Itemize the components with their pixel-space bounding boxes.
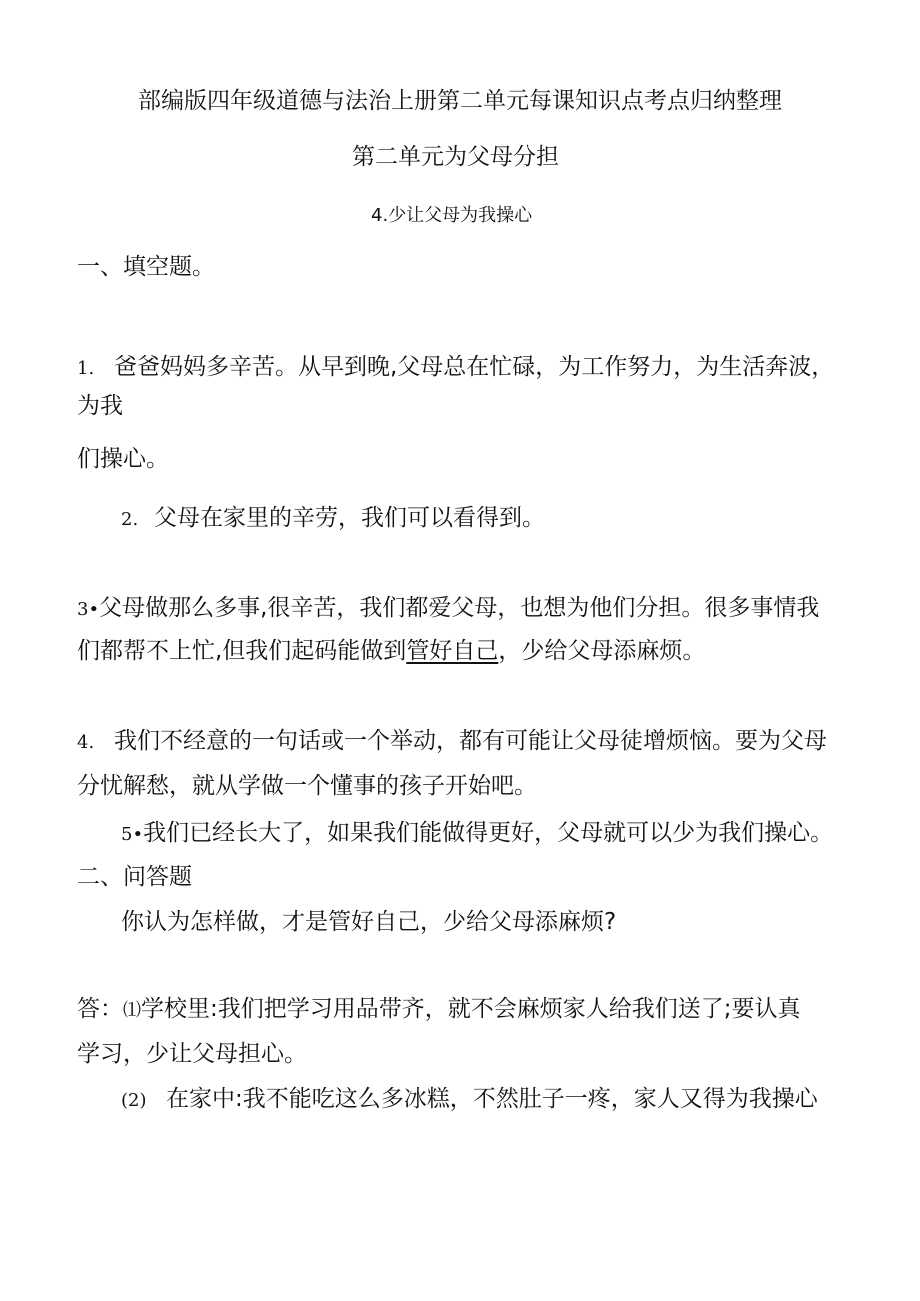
item-number: 3• xyxy=(77,599,100,620)
underlined-answer: 管好自己 xyxy=(406,638,499,664)
document-title: 部编版四年级道德与法治上册第二单元每课知识点考点归纳整理 xyxy=(138,88,782,114)
answer-2-text: 在家中:我不能吃这么多冰糕，不然肚子一疼，家人又得为我操心 xyxy=(166,1086,818,1112)
unit-title: 第二单元为父母分担 xyxy=(352,144,559,170)
item-3-line-1-text: 父母做那么多事,很辛苦，我们都爱父母，也想为他们分担。很多事情我 xyxy=(99,595,820,621)
item-3-line-2-pre: 们都帮不上忙,但我们起码能做到 xyxy=(77,638,407,664)
item-number: 4. xyxy=(77,732,95,753)
item-5-line xyxy=(121,822,833,845)
answer-label: 答： xyxy=(77,996,123,1022)
answer-number: ⑴ xyxy=(123,1000,141,1021)
item-1-line-1: 爸爸妈妈多辛苦。从早到晚,父母总在忙碌，为工作努力，为生活奔波， xyxy=(114,354,835,380)
question-text: 你认为怎样做，才是管好自己，少给父母添麻烦? xyxy=(121,909,617,935)
item-number: 2. xyxy=(121,509,139,530)
item-5-text: 我们已经长大了，如果我们能做得更好，父母就可以少为我们操心。 xyxy=(143,820,834,846)
answer-1-line-1: 学校里:我们把学习用品带齐，就不会麻烦家人给我们送了;要认真 xyxy=(141,996,801,1022)
section-heading-fill-in: 一、填空题。 xyxy=(77,254,215,280)
item-number: 1. xyxy=(77,358,95,379)
item-1-line-3: 们操心。 xyxy=(77,446,169,472)
item-4-line-2: 分忧解愁，就从学做一个懂事的孩子开始吧。 xyxy=(77,773,537,799)
answer-line-1 xyxy=(77,998,801,1021)
item-3-line-2-post: ，少给父母添麻烦。 xyxy=(498,638,706,664)
item-3-line-1 xyxy=(77,597,819,620)
item-2-text: 父母在家里的辛劳，我们可以看得到。 xyxy=(154,505,545,531)
item-number: 5• xyxy=(121,824,144,845)
section-heading-qa: 二、问答题 xyxy=(77,864,192,890)
item-3-line-2 xyxy=(77,640,705,663)
lesson-title: 4.少让父母为我操心 xyxy=(371,205,533,226)
answer-number: (2) xyxy=(121,1090,147,1111)
item-4-line-1: 我们不经意的一句话或一个举动，都有可能让父母徒增烦恼。要为父母 xyxy=(114,728,827,754)
answer-1-line-2: 学习，少让父母担心。 xyxy=(77,1041,307,1067)
item-1-line-2: 为我 xyxy=(77,393,123,419)
